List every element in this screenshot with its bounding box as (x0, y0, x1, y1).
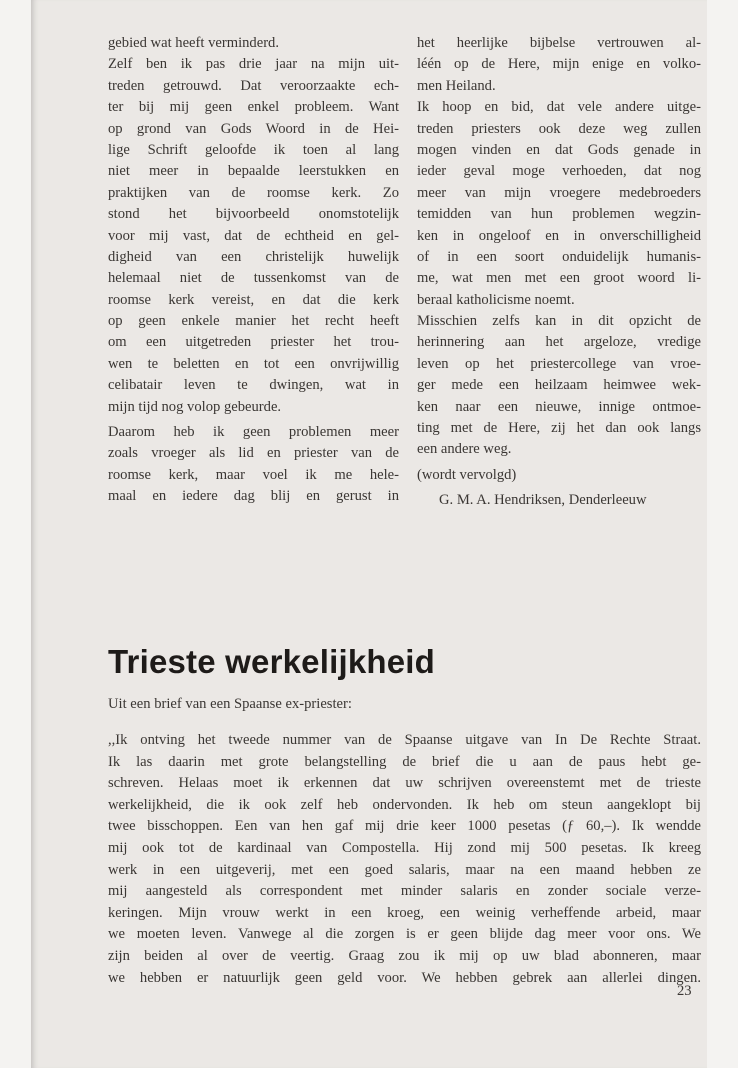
text-line: keringen. Mijn vrouw werkt in een kroeg, een weinig verheffende arbeid, maar (108, 904, 701, 921)
text-line: ,,Ik ontving het tweede nummer van de Spaanse uitgave van In De Rechte Straat. (108, 732, 701, 748)
text-line: maal en iedere dag blij en gerust in (108, 488, 399, 505)
author-signature: G. M. A. Hendriksen, Denderleeuw (439, 492, 647, 509)
text-line: Misschien zelfs kan in dit opzicht de (417, 313, 701, 330)
article-title: Trieste werkelijkheid (108, 643, 436, 680)
text-line: helemaal niet de tussenkomst van de (108, 270, 399, 287)
text-line: roomse kerk vereist, en dat die kerk (108, 291, 399, 308)
text-line: wen te beletten en tot een onvrijwillig (108, 355, 399, 372)
text-line: celibatair leven te dwingen, wat in (108, 377, 399, 394)
text-line: niet meer in bepaalde leerstukken en (108, 163, 399, 180)
left-column (108, 33, 399, 508)
text-line: ieder geval moge verhoeden, dat nog (417, 163, 701, 180)
text-line: treden priesters ook deze weg zullen (417, 120, 701, 137)
text-line: praktijken van de roomse kerk. Zo (108, 184, 399, 201)
text-line: ger mede een heilzaam heimwee wek- (417, 377, 701, 394)
text-line: Zelf ben ik pas drie jaar na mijn uit- (108, 56, 399, 73)
text-line: een andere weg. (417, 441, 512, 458)
text-line: léén op de Here, mijn enige en volko- (417, 56, 701, 73)
text-line: Daarom heb ik geen problemen meer (108, 424, 399, 441)
text-line: treden getrouwd. Dat veroorzaakte ech- (108, 77, 399, 94)
text-line: gebied wat heeft verminderd. (108, 35, 279, 51)
text-line: stond het bijvoorbeeld onomstotelijk (108, 206, 399, 223)
text-line: het heerlijke bijbelse vertrouwen al- (417, 35, 701, 51)
text-line: herinnering aan het argeloze, vredige (417, 334, 701, 351)
text-line: ken naar een nieuwe, innige ontmoe- (417, 398, 701, 415)
text-line: voor mij vast, dat de echtheid en gel- (108, 227, 399, 244)
text-line: Ik las daarin met grote belangstelling de brief die u aan de paus hebt ge- (108, 753, 701, 770)
text-line: mogen vinden en dat Gods genade in (417, 141, 701, 158)
text-line: we moeten leven. Vanwege al die zorgen is er geen blijde dag meer voor ons. We (108, 926, 701, 943)
text-line: we hebben er natuurlijk geen geld voor. We hebben gebrek aan allerlei dingen. (108, 969, 701, 986)
text-line: meer van mijn vroegere medebroeders (417, 184, 701, 201)
text-line: leven op het priestercollege van vroe- (417, 355, 701, 372)
text-line: ken in ongeloof en in onverschilligheid (417, 227, 701, 244)
article-intro: Uit een brief van een Spaanse ex-priester: (108, 696, 352, 712)
text-line: temidden van hun problemen wegzin- (417, 206, 701, 223)
text-line: mij ook tot de kardinaal van Compostella. Hij zond mij 500 pesetas. Ik kreeg (108, 839, 701, 856)
text-line: men Heiland. (417, 77, 496, 94)
text-line: roomse kerk, maar voel ik me hele- (108, 466, 399, 483)
text-line: (wordt vervolgd) (417, 466, 517, 483)
text-line: ter bij mij geen enkel probleem. Want (108, 99, 399, 116)
text-line: zijn beiden al over de veertig. Graag zou ik mij op uw blad abonneren, maar (108, 947, 701, 964)
right-column (417, 33, 701, 512)
article-body (108, 730, 701, 989)
text-line: werkelijkheid, die ik ook zelf heb ondervonden. Ik heb om steun aangeklopt bij (108, 796, 701, 813)
text-line: op grond van Gods Woord in de Hei- (108, 120, 399, 137)
text-line: op geen enkele manier het recht heeft (108, 313, 399, 330)
text-line: mij aangesteld als correspondent met minder salaris en zonder sociale verze- (108, 883, 701, 900)
text-line: twee bisschoppen. Een van hen gaf mij drie keer 1000 pesetas (ƒ 60,–). Ik wendde (108, 818, 701, 835)
text-line: werk in een uitgeverij, met een goed salaris, maar na een maand hebben ze (108, 861, 701, 878)
text-line: me, wat men met een groot woord li- (417, 270, 701, 287)
text-line: lige Schrift geloofde ik toen al lang (108, 141, 399, 158)
document-page (31, 0, 707, 1068)
text-line: of in een soort onduidelijk humanis- (417, 248, 701, 265)
text-line: digheid van een christelijk huwelijk (108, 248, 399, 265)
text-line: om een uitgetreden priester het trou- (108, 334, 399, 351)
text-line: ting met de Here, zij het dan ook langs (417, 420, 701, 437)
text-line: zoals vroeger als lid en priester van de (108, 445, 399, 462)
text-line: schreven. Helaas moet ik erkennen dat uw schrijven overeenstemt met de trieste (108, 775, 701, 792)
text-line: mijn tijd nog volop gebeurde. (108, 398, 282, 415)
text-line: Ik hoop en bid, dat vele andere uitge- (417, 99, 701, 116)
page-number: 23 (677, 983, 692, 999)
text-line: beraal katholicisme noemt. (417, 291, 575, 308)
